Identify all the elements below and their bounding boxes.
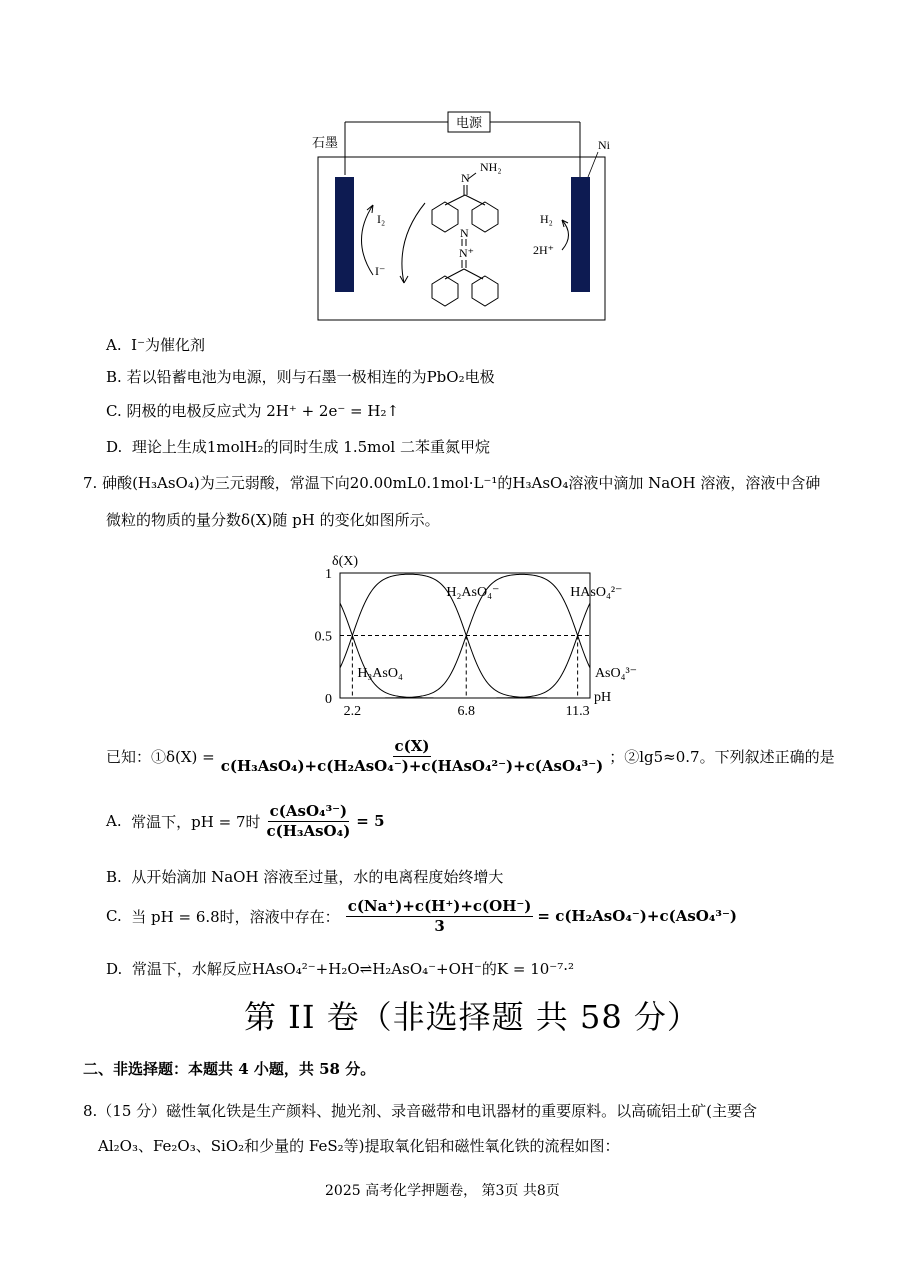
known-formula: [106, 738, 835, 774]
power-label: 电源: [455, 115, 483, 130]
option-letter: A.: [106, 812, 122, 830]
electrolysis-diagram: [300, 105, 620, 327]
x-tick-label: 11.3: [565, 704, 590, 719]
option-c-numerator: c(Na⁺)+c(H⁺)+c(OH⁻): [347, 897, 532, 915]
series-label: H₂AsO₄⁻: [446, 584, 500, 600]
q7-stem-line2: 微粒的物质的量分数δ(X)随 pH 的变化如图所示。: [106, 511, 440, 529]
x-tick-label: 2.2: [343, 704, 362, 719]
q8-line2: Al₂O₃、Fe₂O₃、SiO₂和少量的 FeS₂等)提取氧化铝和磁性氧化铁的流程如图：: [98, 1137, 620, 1155]
proton-label: 2H⁺: [533, 243, 554, 257]
option-text: I⁻为催化剂: [131, 336, 205, 354]
section-heading: 二、非选择题：本题共 4 小题，共 58 分。: [83, 1060, 376, 1078]
part2-title: 第 II 卷（非选择题 共 58 分）: [244, 998, 700, 1036]
option-a-pre: 常温下，pH = 7时: [131, 812, 261, 831]
q7-option-d: [106, 958, 574, 979]
series-label: AsO₄³⁻: [594, 666, 638, 681]
known-suffix: ；②lg5≈0.7。下列叙述正确的是: [609, 747, 835, 766]
nh2-label: NH₂: [480, 160, 502, 174]
y-tick-label: 0.5: [314, 629, 332, 645]
n-terminal-label: N: [460, 226, 469, 240]
option-c-post: = c(H₂AsO₄⁻)+c(AsO₄³⁻): [537, 907, 738, 925]
option-letter: C.: [106, 907, 122, 925]
option-letter: B.: [106, 868, 122, 886]
nickel-label: Ni: [598, 138, 610, 152]
option-a-fraction: [265, 803, 353, 839]
y-tick-label: 1: [325, 567, 332, 582]
y-axis-title: δ(X): [332, 554, 359, 569]
option-a-numerator: c(AsO₄³⁻): [269, 802, 348, 820]
delta-fraction: [219, 738, 605, 774]
option-text: 从开始滴加 NaOH 溶液至过量，水的电离程度始终增大: [131, 868, 504, 886]
n-plus-label: N⁺: [459, 246, 474, 260]
option-text: 理论上生成1molH₂的同时生成 1.5mol 二苯重氮甲烷: [131, 438, 490, 456]
q7-stem-line1: 7. 砷酸(H₃AsO₄)为三元弱酸，常温下向20.00mL0.1mol·L⁻¹的H₃AsO₄溶液中滴加 NaOH 溶液，溶液中含砷: [83, 474, 821, 492]
option-letter: C.: [106, 402, 122, 420]
curve-aso4: [340, 603, 590, 698]
option-c-denominator: 3: [434, 916, 445, 935]
species-distribution-chart: [300, 548, 638, 728]
known-prefix: 已知：①δ(X) =: [106, 747, 215, 766]
y-tick-label: 0: [325, 692, 332, 707]
option-text: 若以铅蓄电池为电源，则与石墨一极相连的为PbO₂电极: [126, 368, 495, 386]
x-axis-title: pH: [594, 690, 612, 705]
graphite-electrode: [335, 177, 354, 292]
graphite-label: 石墨: [312, 135, 339, 150]
option-letter: A.: [106, 336, 122, 354]
delta-denominator: c(H₃AsO₄)+c(H₂AsO₄⁻)+c(HAsO₄²⁻)+c(AsO₄³⁻): [220, 756, 604, 775]
option-letter: D.: [106, 960, 123, 978]
hydrogen-label: H₂: [540, 212, 553, 226]
q8-line1: 8.（15 分）磁性氧化铁是生产颜料、抛光剂、录音磁带和电讯器材的重要原料。以高硫铝土矿(主要含: [83, 1102, 758, 1120]
iodide-label: I⁻: [375, 264, 386, 278]
series-label: HAsO₄²⁻: [570, 584, 623, 600]
delta-numerator: c(X): [394, 737, 430, 755]
n-imine-label: N: [461, 171, 470, 185]
q7-option-c: [106, 898, 737, 934]
option-a-post: = 5: [356, 812, 385, 830]
q6-option-c: [106, 400, 399, 421]
option-text: 常温下，水解反应HAsO₄²⁻+H₂O⇌H₂AsO₄⁻+OH⁻的K = 10⁻⁷·²: [131, 960, 575, 978]
iodine-label: I₂: [377, 212, 386, 226]
q7-option-a: [106, 803, 385, 839]
q7-option-b: [106, 866, 503, 887]
q6-option-d: [106, 436, 490, 457]
series-label: H₃AsO₄: [357, 666, 403, 681]
option-c-fraction: [346, 898, 534, 934]
x-tick-label: 6.8: [457, 704, 475, 719]
q6-option-a: [106, 334, 205, 355]
option-text: 阴极的电极反应式为 2H⁺ + 2e⁻ = H₂↑: [126, 402, 400, 420]
option-c-pre: 当 pH = 6.8时，溶液中存在：: [131, 907, 340, 926]
page-footer: 2025 高考化学押题卷， 第3页 共8页: [325, 1183, 560, 1199]
option-letter: D.: [106, 438, 123, 456]
nickel-electrode: [571, 177, 590, 292]
option-letter: B.: [106, 368, 122, 386]
q6-option-b: [106, 366, 495, 387]
option-a-denominator: c(H₃AsO₄): [266, 821, 351, 840]
curve-h3aso4: [340, 603, 590, 698]
